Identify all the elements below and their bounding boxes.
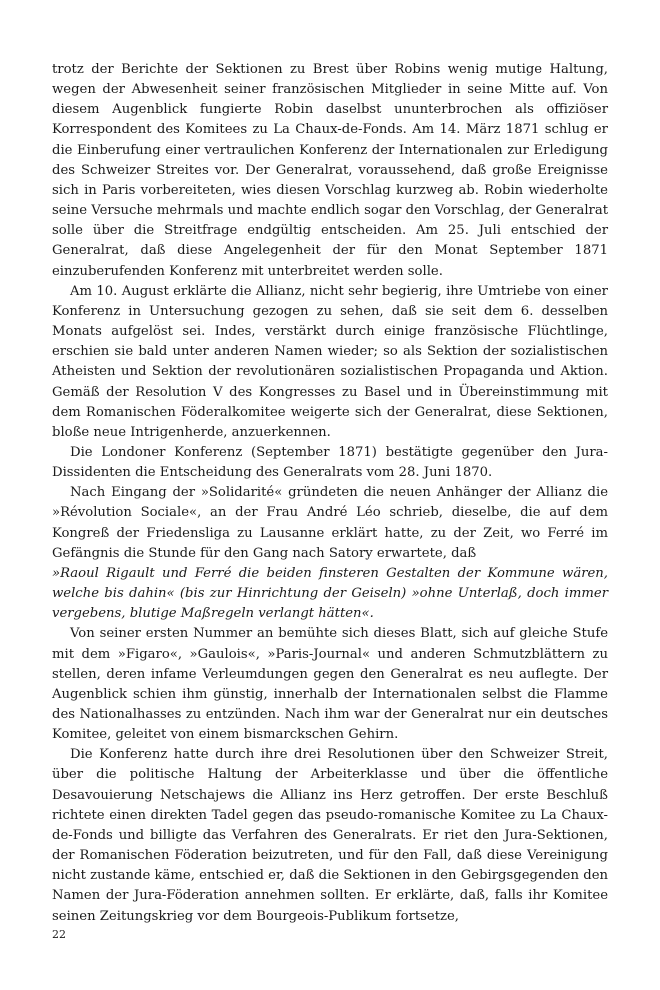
body-text <box>52 60 608 927</box>
paragraph-1: trotz der Berichte der Sektionen zu Brest über Robins wenig mutige Haltung, wegen der Abwesenheit seiner französischen Mitglieder in seine Mitte auf. Von diesem Augenblick fungierte Robin daselbst ununterbrochen als offiziöser Korrespondent des Komitees zu La Chaux-de-Fonds. Am 14. März 1871 schlug er die Einberufung einer vertraulichen Konferenz der Internationalen zur Erledigung des Schweizer Streites vor. Der Generalrat, voraussehend, daß große Ereignisse sich in Paris vorbereiteten, wies diesen Vorschlag kurzweg ab. Robin wiederholte seine Versuche mehrmals und machte endlich sogar den Vorschlag, der Generalrat solle über die Streitfrage endgültig entscheiden. Am 25. Juli entschied der Generalrat, daß diese Angelegenheit der für den Monat September 1871 einzuberufenden Konferenz mit unterbreitet werden solle. <box>52 62 608 279</box>
paragraph-3: Die Londoner Konferenz (September 1871) bestätigte gegenüber den Jura-Dissidenten die Entscheidung des Generalrats vom 28. Juni 1870. <box>52 444 608 481</box>
paragraph-5: Von seiner ersten Nummer an bemühte sich dieses Blatt, sich auf gleiche Stufe mit dem »Figaro«, »Gaulois«, »Paris-Journal« und anderen Schmutzblättern zu stellen, deren infame Verleumdungen gegen den Generalrat es neu auflegte. Der Augenblick schien ihm günstig, innerhalb der Internationalen selbst die Flamme des Nationalhasses zu entzünden. Nach ihm war der Generalrat nur ein deutsches Komitee, geleitet von einem bismarckschen Gehirn. <box>52 626 608 743</box>
page-number: 22 <box>52 928 66 941</box>
paragraph-6: Die Konferenz hatte durch ihre drei Resolutionen über den Schweizer Streit, über die politische Haltung der Arbeiterklasse und über die öffentliche Desavouierung Netschajews die Allianz ins Herz getroffen. Der erste Beschluß richtete einen direkten Tadel gegen das pseudo-romanische Komitee zu La Chaux-de-Fonds und billigte das Verfahren des Generalrats. Er riet den Jura-Sektionen, der Romanischen Föderation beizutreten, und für den Fall, daß diese Vereinigung nicht zustande käme, entschied er, daß die Sektionen in den Gebirgsgegenden den Namen der Jura-Föderation annehmen sollten. Er erklärte, daß, falls ihr Komitee seinen Zeitungskrieg vor dem Bourgeois-Publikum fortsetze, <box>52 747 608 924</box>
paragraph-4: Nach Eingang der »Solidarité« gründeten die neuen Anhänger der Allianz die »Révolution Sociale«, an der Frau André Léo schrieb, dieselbe, die auf dem Kongreß der Friedensliga zu Lausanne erklärt hatte, zu der Zeit, wo Ferré im Gefängnis die Stunde für den Gang nach Satory erwartete, daß <box>52 485 608 561</box>
paragraph-2: Am 10. August erklärte die Allianz, nicht sehr begierig, ihre Umtriebe von einer Konferenz in Untersuchung gezogen zu sehen, daß sie seit dem 6. desselben Monats aufgelöst sei. Indes, verstärkt durch einige französische Flüchtlinge, erschien sie bald unter anderen Namen wieder; so als Sektion der sozialistischen Atheisten und Sektion der revolutionären sozialistischen Propaganda und Aktion. Gemäß der Resolution V des Kongresses zu Basel und in Übereinstimmung mit dem Romanischen Föderalkomitee weigerte sich der Generalrat, diese Sektionen, bloße neue Intrigenherde, anzuerkennen. <box>52 283 608 440</box>
quotation: »Raoul Rigault und Ferré die beiden finsteren Gestalten der Kommune wären, welche bis dahin« (bis zur Hinrichtung der Geiseln) »ohne Unterlaß, doch immer vergebens, blutige Maßregeln verlangt hätten«. <box>52 565 608 622</box>
